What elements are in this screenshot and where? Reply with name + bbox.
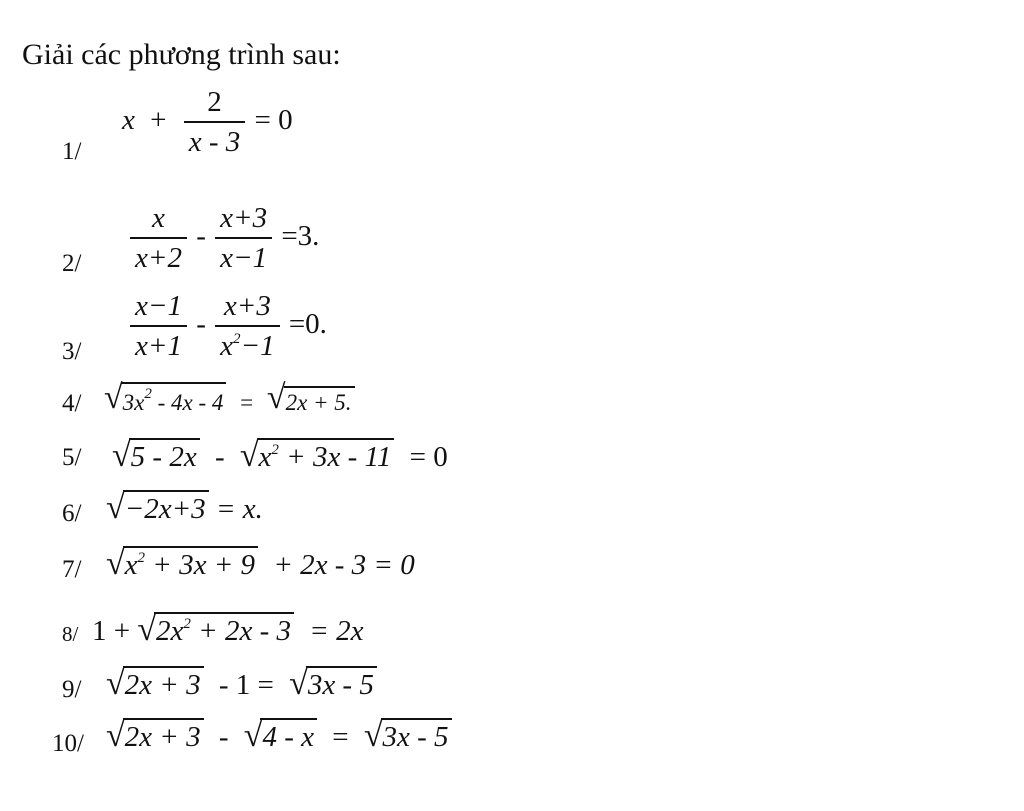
eq8-radicand xyxy=(154,612,294,646)
radical-sign-icon: √ xyxy=(106,489,125,527)
eq2-rhs: =3. xyxy=(281,220,320,253)
eq3-den-exponent: 2 xyxy=(233,331,241,347)
problem-number-5: 5/ xyxy=(62,444,82,471)
radical-sign-icon: √ xyxy=(106,665,125,703)
eq10-radicand-1: 2x + 3 xyxy=(123,718,204,752)
eq2-numerator-1: x xyxy=(152,202,165,234)
eq2-numerator-2: x+3 xyxy=(220,202,268,234)
problem-number-4: 4/ xyxy=(62,390,82,417)
eq5-rhs: = 0 xyxy=(409,441,448,473)
eq3-denominator-2 xyxy=(215,325,279,361)
eq5-radicand-1: 5 - 2x xyxy=(129,438,200,472)
eq2-fraction-1 xyxy=(130,204,187,273)
eq7-radical xyxy=(106,545,258,583)
eq1-denominator: x - 3 xyxy=(184,121,246,157)
problem-number-9: 9/ xyxy=(62,676,82,703)
problem-number-2: 2/ xyxy=(62,250,82,277)
eq10-radical-2 xyxy=(243,717,317,755)
eq6-radicand: −2x+3 xyxy=(123,490,209,524)
eq5-r2-exponent: 2 xyxy=(271,442,279,458)
eq9-radical-1 xyxy=(106,665,204,703)
radical-sign-icon: √ xyxy=(289,665,308,703)
eq4-radicand-1 xyxy=(121,382,227,414)
eq7-r1-rest: + 3x + 9 xyxy=(145,549,256,581)
eq1-plus: + xyxy=(150,104,167,137)
radical-sign-icon: √ xyxy=(243,717,263,755)
radical-sign-icon: √ xyxy=(239,437,259,475)
eq6-rhs: = x. xyxy=(215,493,263,525)
eq2-minus: - xyxy=(196,220,206,253)
problem-number-10: 10/ xyxy=(52,730,84,757)
eq3-numerator-1: x−1 xyxy=(135,290,182,322)
eq3-minus: - xyxy=(196,308,206,341)
eq7-radicand xyxy=(123,546,258,580)
radical-sign-icon: √ xyxy=(112,437,131,475)
eq2-fraction-2 xyxy=(215,204,272,273)
eq7-r1-term: x xyxy=(124,549,138,581)
eq1-fraction xyxy=(184,88,246,157)
equation-5 xyxy=(112,437,456,475)
problem-number-1: 1/ xyxy=(62,138,82,165)
eq4-radicand-2: 2x + 5. xyxy=(284,386,355,414)
eq10-minus: - xyxy=(218,721,229,753)
eq3-den-rest: −1 xyxy=(240,330,275,362)
equation-3 xyxy=(128,292,327,361)
eq4-r1-rest: - 4x - 4 xyxy=(151,390,224,415)
eq7-rhs: + 2x - 3 = 0 xyxy=(273,549,415,581)
problem-number-8: 8/ xyxy=(62,622,79,646)
eq1-rhs: = 0 xyxy=(254,104,293,137)
equation-8 xyxy=(92,611,371,649)
eq5-radicand-2 xyxy=(257,438,395,472)
eq2-denominator-1: x+2 xyxy=(130,237,187,273)
eq3-fraction-2 xyxy=(215,292,279,361)
eq4-r1-term: 3x xyxy=(122,390,145,415)
eq8-rhs: = 2x xyxy=(309,615,364,647)
eq10-radicand-2: 4 - x xyxy=(260,718,317,752)
eq4-radical-1 xyxy=(104,379,226,417)
eq9-middle: - 1 = xyxy=(218,669,274,701)
radical-sign-icon: √ xyxy=(266,379,286,417)
eq10-radical-1 xyxy=(106,717,204,755)
eq4-r1-exponent: 2 xyxy=(144,386,152,402)
eq4-equals: = xyxy=(240,390,254,415)
radical-sign-icon: √ xyxy=(106,545,125,583)
page-title: Giải các phương trình sau: xyxy=(22,38,341,71)
eq4-radical-2 xyxy=(266,379,355,417)
eq8-r1-exponent: 2 xyxy=(183,616,191,632)
eq7-r1-exponent: 2 xyxy=(137,550,146,566)
eq8-r1-rest: + 2x - 3 xyxy=(190,615,292,647)
eq8-radical xyxy=(137,611,294,649)
eq3-denominator-1: x+1 xyxy=(130,325,187,361)
eq9-radicand-1: 2x + 3 xyxy=(123,666,204,700)
eq9-radical-2 xyxy=(289,665,377,703)
eq1-numerator: 2 xyxy=(207,86,222,118)
eq2-denominator-2: x−1 xyxy=(215,237,272,273)
eq10-radicand-3: 3x - 5 xyxy=(381,718,452,752)
eq8-lhs: 1 + xyxy=(92,615,131,647)
eq5-r2-term: x xyxy=(258,441,272,473)
eq5-radical-1 xyxy=(112,437,200,475)
eq5-radical-2 xyxy=(239,437,395,475)
eq3-rhs: =0. xyxy=(288,308,327,341)
equation-1 xyxy=(122,88,293,157)
eq5-r2-rest: + 3x - 11 xyxy=(278,441,392,473)
equation-4 xyxy=(104,379,355,417)
eq10-equals: = xyxy=(332,721,349,753)
eq8-r1-term: 2x xyxy=(156,615,184,647)
equation-6 xyxy=(106,489,263,527)
equation-10 xyxy=(106,717,452,755)
problem-number-7: 7/ xyxy=(62,556,82,583)
problem-number-3: 3/ xyxy=(62,338,82,365)
eq3-numerator-2: x+3 xyxy=(223,290,271,322)
eq6-radical xyxy=(106,489,209,527)
eq1-x: x xyxy=(122,104,135,137)
equation-7 xyxy=(106,545,423,583)
eq3-fraction-1 xyxy=(130,292,187,361)
eq10-radical-3 xyxy=(363,717,452,755)
radical-sign-icon: √ xyxy=(104,379,123,417)
radical-sign-icon: √ xyxy=(363,717,383,755)
eq5-minus: - xyxy=(214,441,225,473)
radical-sign-icon: √ xyxy=(106,717,125,755)
eq9-radicand-2: 3x - 5 xyxy=(306,666,377,700)
problem-number-6: 6/ xyxy=(62,500,82,527)
radical-sign-icon: √ xyxy=(137,611,157,649)
equation-2 xyxy=(128,204,319,273)
equation-9 xyxy=(106,665,377,703)
eq3-den-x: x xyxy=(220,330,233,362)
